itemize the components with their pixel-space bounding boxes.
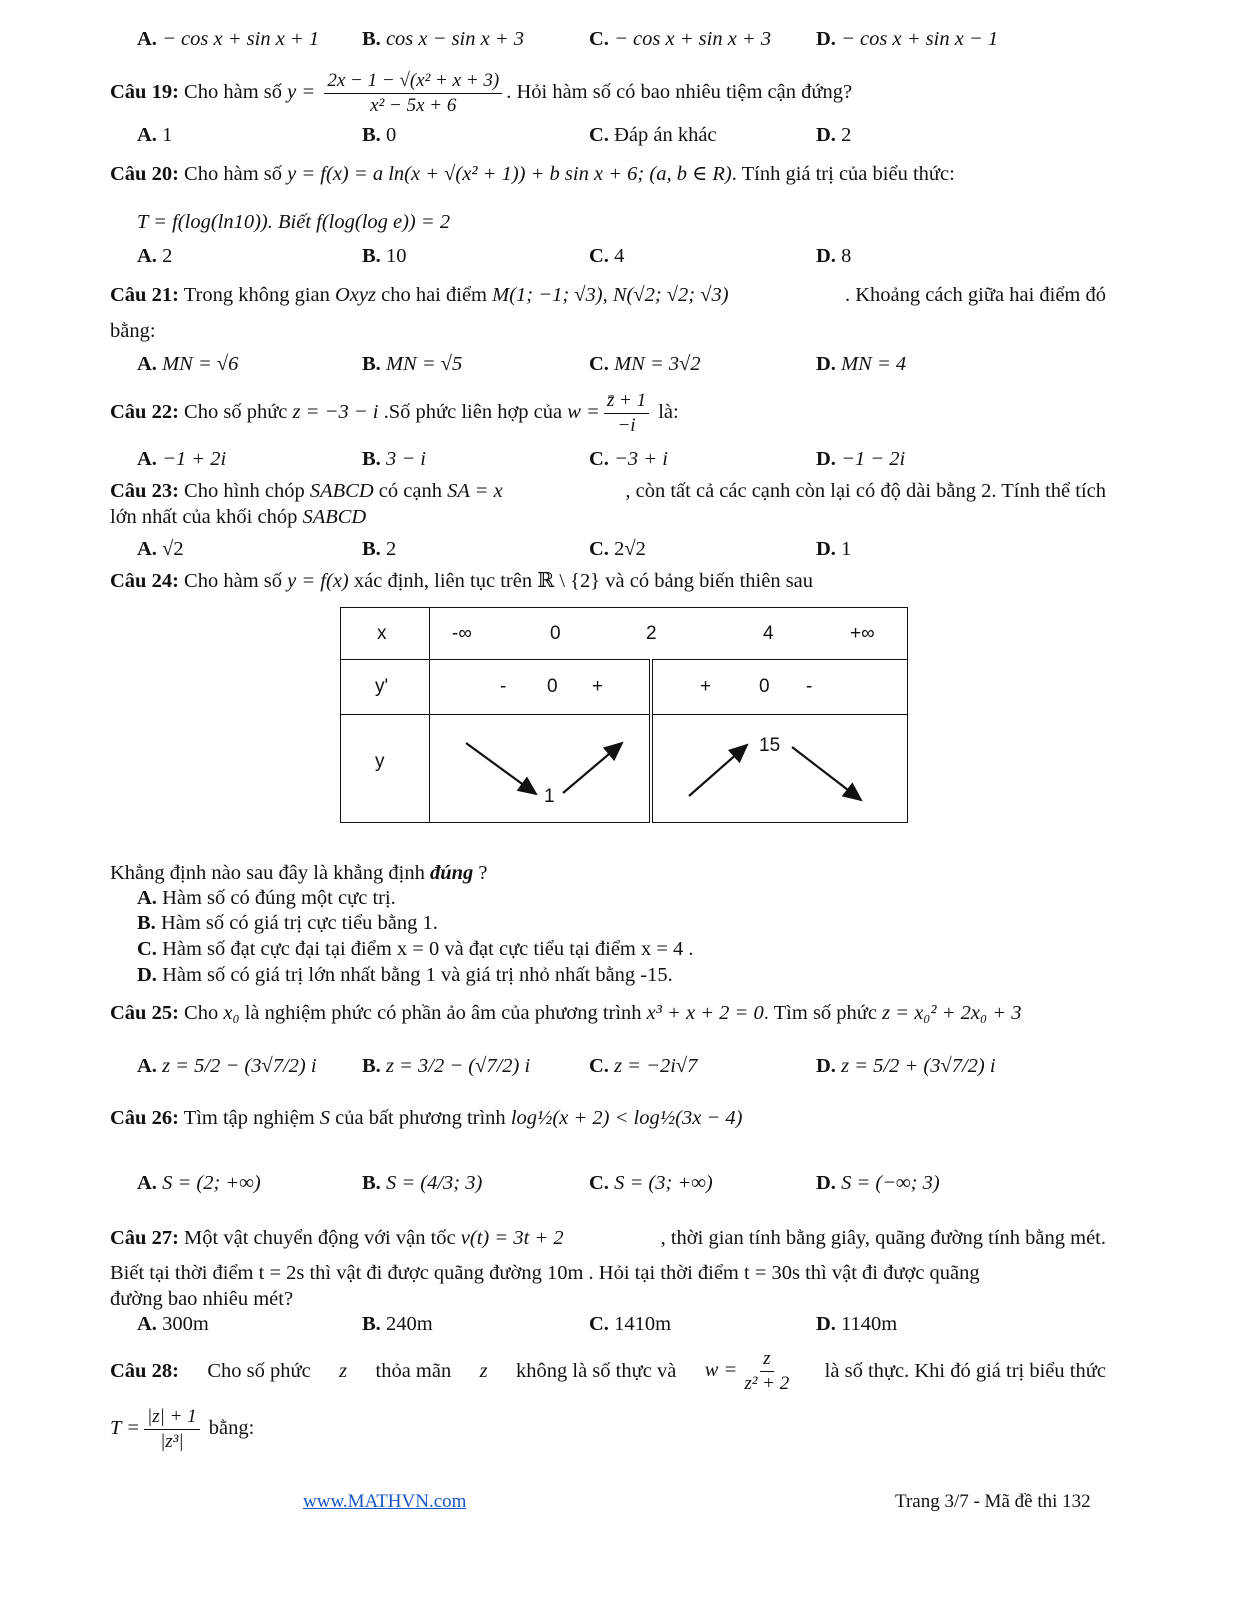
vt-y-left <box>430 715 652 823</box>
vt-x-header: x <box>341 608 430 660</box>
q21-line2: bằng: <box>110 320 156 342</box>
vt-y-header: y <box>341 715 430 823</box>
q20-option-a: A. 2 <box>137 245 173 267</box>
q23-option-d: D. 1 <box>816 538 852 560</box>
vt-yp-left: - 0 + <box>430 660 652 715</box>
q26-option-a: A. S = (2; +∞) <box>137 1172 261 1194</box>
footer-page-info: Trang 3/7 - Mã đề thi 132 <box>895 1491 1091 1512</box>
vt-yp-header: y' <box>341 660 430 715</box>
footer-link[interactable]: www.MATHVN.com <box>303 1491 467 1512</box>
q19-stem: Câu 19: Cho hàm số y = $\frac{\text{2x − 1 − √(x² + x + 3)}}{\text{x² − 5x + 6}}$ . Hỏi hàm số có bao nhiêu tiệm cận đứng? <box>110 70 853 116</box>
q20-stem: Câu 20: Cho hàm số y = f(x) = a ln(x + √(x² + 1)) + b sin x + 6; (a, b ∈ R). Tính giá trị của biểu thức: <box>110 163 955 185</box>
q22-option-c: C. −3 + i <box>589 448 668 470</box>
vt-x-values <box>430 608 908 660</box>
q18-option-a: A. − cos x + sin x + 1 <box>137 28 320 50</box>
q27-stem: Câu 27: Một vật chuyển động với vận tốc v(t) = 3t + 2 , thời gian tính bằng giây, quãng đường tính bằng mét. <box>110 1227 1106 1249</box>
q27-line3: đường bao nhiêu mét? <box>110 1288 294 1310</box>
q25-option-c: C. z = −2i√7 <box>589 1055 698 1077</box>
q22-stem: Câu 22: Cho số phức z = −3 − i .Số phức liên hợp của w = $\frac{z̄ + 1}{-i}$ là: <box>110 390 679 436</box>
q22-option-a: A. −1 + 2i <box>137 448 227 470</box>
increasing-arrow-1 <box>563 743 622 793</box>
q27-line2: Biết tại thời điểm t = 2s thì vật đi được quãng đường 10m . Hỏi tại thời điểm t = 30s thì vật đi được quãng <box>110 1262 980 1284</box>
q19-option-a: A. 1 <box>137 124 173 146</box>
q28-line2: T = $\frac{|z| + 1}{\text{|z³|}}$ bằng: <box>110 1406 255 1452</box>
q19-option-b: B. 0 <box>362 124 397 146</box>
q28-t-fraction: $\frac{|z| + 1}{\text{|z³|}}$ <box>144 1406 200 1453</box>
q19-option-c: C. Đáp án khác <box>589 124 717 146</box>
q23-option-b: B. 2 <box>362 538 397 560</box>
q26-option-d: D. S = (−∞; 3) <box>816 1172 940 1194</box>
q22-fraction: $\frac{z̄ + 1}{-i}$ <box>604 390 649 437</box>
q26-stem: Câu 26: Tìm tập nghiệm S của bất phương trình log½(x + 2) < log½(3x − 4) <box>110 1107 743 1129</box>
q24-stem: Câu 24: Cho hàm số y = f(x) xác định, liên tục trên ℝ \ {2} và có bảng biến thiên sau <box>110 570 814 592</box>
q28-stem: Câu 28: Cho số phức z thỏa mãn z không là số thực và w = $\frac{z}{\text{z² + 2}}$ là số thực. Khi đó giá trị biểu thức <box>110 1348 1106 1394</box>
q27-option-c: C. 1410m <box>589 1313 672 1335</box>
q18-option-d: D. − cos x + sin x − 1 <box>816 28 999 50</box>
q23-option-c: C. 2√2 <box>589 538 646 560</box>
vt-x-0: 0 <box>550 623 561 644</box>
q20-line2: T = f(log(ln10)). Biết f(log(log e)) = 2 <box>137 211 451 233</box>
q21-option-d: D. MN = 4 <box>816 353 907 375</box>
q22-option-d: D. −1 − 2i <box>816 448 906 470</box>
decreasing-arrow-1 <box>466 743 536 794</box>
vt-y-right <box>651 715 908 823</box>
q19-option-d: D. 2 <box>816 124 852 146</box>
q27-option-a: A. 300m <box>137 1313 209 1335</box>
q23-stem: Câu 23: Cho hình chóp SABCD có cạnh SA = x , còn tất cả các cạnh còn lại có độ dài bằng 2. Tính thể tích <box>110 480 1106 502</box>
y-min-value: 1 <box>544 786 555 807</box>
vt-x-4: 4 <box>763 623 774 644</box>
q23-line2: lớn nhất của khối chóp SABCD <box>110 506 367 528</box>
q21-option-b: B. MN = √5 <box>362 353 463 375</box>
q21-option-a: A. MN = √6 <box>137 353 239 375</box>
q18-option-b: B. cos x − sin x + 3 <box>362 28 525 50</box>
q25-option-b: B. z = 3/2 − (√7/2) i <box>362 1055 531 1077</box>
q23-option-a: A. √2 <box>137 538 184 560</box>
q25-option-d: D. z = 5/2 + (3√7/2) i <box>816 1055 996 1077</box>
q28-w-fraction: $\frac{z}{\text{z² + 2}}$ <box>744 1348 790 1394</box>
variation-table <box>340 607 908 823</box>
q24-option-b: B. Hàm số có giá trị cực tiểu bằng 1. <box>137 912 438 934</box>
q26-option-b: B. S = (4/3; 3) <box>362 1172 483 1194</box>
q20-option-b: B. 10 <box>362 245 407 267</box>
vt-x-neg-inf: -∞ <box>452 623 472 644</box>
q26-option-c: C. S = (3; +∞) <box>589 1172 713 1194</box>
y-max-value: 15 <box>759 735 781 756</box>
vt-arrows-right <box>653 715 907 821</box>
q24-option-d: D. Hàm số có giá trị lớn nhất bằng 1 và giá trị nhỏ nhất bằng -15. <box>137 964 673 986</box>
q25-option-a: A. z = 5/2 − (3√7/2) i <box>137 1055 317 1077</box>
decreasing-arrow-2 <box>792 747 861 800</box>
vt-x-2: 2 <box>646 623 657 644</box>
q25-stem: Câu 25: Cho x₀ là nghiệm phức có phần ảo âm của phương trình x³ + x + 2 = 0. Tìm số phức z = x₀² + 2x₀ + 3 <box>110 1002 1022 1024</box>
q24-prompt: Khẳng định nào sau đây là khẳng định đúng ? <box>110 862 488 884</box>
q21-stem: Câu 21: Trong không gian Oxyz cho hai điểm M(1; −1; √3), N(√2; √2; √3) . Khoảng cách giữa hai điểm đó <box>110 284 1106 306</box>
q24-option-c: C. Hàm số đạt cực đại tại điểm x = 0 và đạt cực tiểu tại điểm x = 4 . <box>137 938 694 960</box>
q22-option-b: B. 3 − i <box>362 448 426 470</box>
q18-option-c: C. − cos x + sin x + 3 <box>589 28 772 50</box>
q27-option-d: D. 1140m <box>816 1313 898 1335</box>
q20-option-d: D. 8 <box>816 245 852 267</box>
vt-x-pos-inf: +∞ <box>850 623 875 644</box>
q20-option-c: C. 4 <box>589 245 625 267</box>
increasing-arrow-2 <box>689 745 747 796</box>
q19-fraction: $\frac{\text{2x − 1 − √(x² + x + 3)}}{\text{x² − 5x + 6}}$ <box>324 70 502 117</box>
vt-yp-right: + 0 - <box>651 660 908 715</box>
q24-option-a: A. Hàm số có đúng một cực trị. <box>137 887 396 909</box>
q27-option-b: B. 240m <box>362 1313 433 1335</box>
vt-arrows-left <box>430 715 649 821</box>
q21-option-c: C. MN = 3√2 <box>589 353 701 375</box>
